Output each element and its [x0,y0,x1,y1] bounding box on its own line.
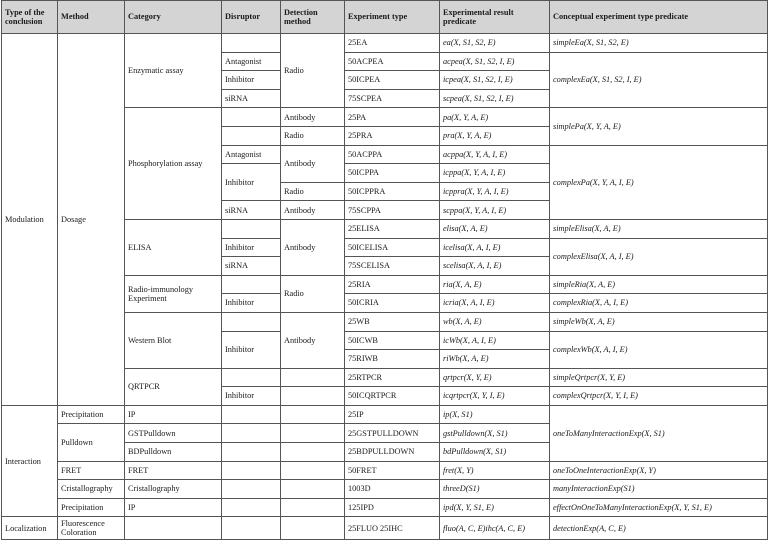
disruptor-cell [222,461,281,480]
disruptor-cell [222,219,281,238]
category-cell: GSTPulldown [125,424,222,443]
category-cell: Western Blot [125,312,222,368]
detection-cell: Radio [281,34,345,108]
disruptor-cell [222,480,281,499]
table-row [2,480,768,499]
category-cell: QRTPCR [125,368,222,405]
method-cell: Cristallography [58,480,125,499]
category-cell: Phosphorylation assay [125,108,222,220]
concept-cell: complexRia(X, A, I, E) [550,294,768,313]
method-cell: Fluorescence Coloration [58,517,125,540]
experiment-type-cell: 25RIA [345,275,440,294]
disruptor-cell: Antagonist [222,145,281,164]
header-row [2,1,768,34]
result-predicate-cell: icWb(X, A, I, E) [440,331,550,350]
table-row [2,498,768,517]
concept-cell: complexPa(X, Y, A, I, E) [550,145,768,219]
experiment-type-cell: 25IP [345,405,440,424]
method-cell: Precipitation [58,405,125,424]
disruptor-cell [222,517,281,540]
category-cell: IP [125,498,222,517]
disruptor-cell [222,126,281,145]
result-predicate-cell: pa(X, Y, A, E) [440,108,550,127]
category-cell: ELISA [125,219,222,275]
experiment-type-cell: 50ICRIA [345,294,440,313]
experiment-type-cell: 50ICPPRA [345,182,440,201]
result-predicate-cell: ipd(X, Y, S1, E) [440,498,550,517]
experiment-type-cell: 25WB [345,312,440,331]
experiment-type-cell: 50ICELISA [345,238,440,257]
disruptor-cell: Inhibitor [222,387,281,406]
conclusion-cell: Modulation [2,34,58,406]
experiment-type-cell: 25FLUO 25IHC [345,517,440,540]
result-predicate-cell: acppa(X, Y, A, I, E) [440,145,550,164]
disruptor-cell [222,34,281,53]
result-predicate-cell: threeD(S1) [440,480,550,499]
experiment-type-cell: 50ICWB [345,331,440,350]
category-cell: Cristallography [125,480,222,499]
header-disruptor: Disruptor [222,1,281,34]
conclusion-cell: Interaction [2,405,58,517]
detection-cell [281,387,345,406]
detection-cell: Antibody [281,201,345,220]
experiment-type-table [1,0,768,540]
experiment-type-cell: 50ICPPA [345,164,440,183]
detection-cell [281,368,345,387]
disruptor-cell [222,108,281,127]
disruptor-cell [222,424,281,443]
concept-cell: simplePa(X, Y, A, E) [550,108,768,145]
concept-cell: simpleWb(X, A, E) [550,312,768,331]
result-predicate-cell: icelisa(X, A, I, E) [440,238,550,257]
detection-cell [281,424,345,443]
header-detection-method: Detection method [281,1,345,34]
header-experiment-type: Experiment type [345,1,440,34]
disruptor-cell [222,275,281,294]
header-experimental-result-predicate: Experimental result predicate [440,1,550,34]
detection-cell [281,461,345,480]
experiment-type-cell: 50ICPEA [345,71,440,90]
result-predicate-cell: icqrtpcr(X, Y, I, E) [440,387,550,406]
header-conclusion-type: Type of the conclusion [2,1,58,34]
header-category: Category [125,1,222,34]
experiment-type-cell: 1003D [345,480,440,499]
result-predicate-cell: icria(X, A, I, E) [440,294,550,313]
category-cell: BDPulldown [125,443,222,462]
header-method: Method [58,1,125,34]
detection-cell: Antibody [281,108,345,127]
method-cell: Precipitation [58,498,125,517]
result-predicate-cell: icpea(X, S1, S2, I, E) [440,71,550,90]
experiment-type-cell: 50ICQRTPCR [345,387,440,406]
concept-cell: oneToOneInteractionExp(X, Y) [550,461,768,480]
result-predicate-cell: scppa(X, Y, A, I, E) [440,201,550,220]
concept-cell: simpleElisa(X, A, E) [550,219,768,238]
table-row [2,461,768,480]
experiment-type-cell: 75RIWB [345,350,440,369]
result-predicate-cell: fluo(A, C, E)ihc(A, C, E) [440,517,550,540]
result-predicate-cell: scpea(X, S1, S2, I, E) [440,89,550,108]
detection-cell: Radio [281,126,345,145]
result-predicate-cell: icppa(X, Y, A, I, E) [440,164,550,183]
detection-cell [281,480,345,499]
result-predicate-cell: ria(X, A, E) [440,275,550,294]
disruptor-cell: Inhibitor [222,238,281,257]
table-row [2,34,768,53]
result-predicate-cell: pra(X, Y, A, E) [440,126,550,145]
method-cell: FRET [58,461,125,480]
result-predicate-cell: fret(X, Y) [440,461,550,480]
disruptor-cell [222,443,281,462]
result-predicate-cell: acpea(X, S1, S2, I, E) [440,52,550,71]
concept-cell: manyInteractionExp(S1) [550,480,768,499]
disruptor-cell [222,368,281,387]
table-row [2,517,768,540]
result-predicate-cell: wb(X, A, E) [440,312,550,331]
disruptor-cell: Inhibitor [222,294,281,313]
result-predicate-cell: icppra(X, Y, A, I, E) [440,182,550,201]
disruptor-cell [222,312,281,331]
experiment-type-cell: 25RTPCR [345,368,440,387]
disruptor-cell [222,405,281,424]
method-cell: Pulldown [58,424,125,461]
experiment-type-cell: 25GSTPULLDOWN [345,424,440,443]
concept-cell: complexEa(X, S1, S2, I, E) [550,52,768,108]
result-predicate-cell: qrtpcr(X, Y, E) [440,368,550,387]
detection-cell [281,405,345,424]
disruptor-cell [222,498,281,517]
experiment-type-cell: 25BDPULLDOWN [345,443,440,462]
detection-cell: Antibody [281,312,345,368]
concept-cell: detectionExp(A, C, E) [550,517,768,540]
table-row [2,405,768,424]
disruptor-cell: Inhibitor [222,331,281,368]
concept-cell: simpleQrtpcr(X, Y, E) [550,368,768,387]
concept-cell: complexWb(X, A, I, E) [550,331,768,368]
detection-cell: Antibody [281,219,345,275]
category-cell [125,517,222,540]
experiment-type-cell: 25PA [345,108,440,127]
category-cell: Enzymatic assay [125,34,222,108]
detection-cell: Radio [281,275,345,312]
result-predicate-cell: bdPulldown(X, S1) [440,443,550,462]
disruptor-cell: siRNA [222,89,281,108]
concept-cell: simpleRia(X, A, E) [550,275,768,294]
experiment-type-cell: 75SCPPA [345,201,440,220]
result-predicate-cell: ip(X, S1) [440,405,550,424]
detection-cell: Antibody [281,145,345,182]
experiment-type-cell: 25PRA [345,126,440,145]
detection-cell [281,498,345,517]
experiment-type-cell: 75SCELISA [345,257,440,276]
disruptor-cell: Antagonist [222,52,281,71]
concept-cell: complexQrtpcr(X, Y, I, E) [550,387,768,406]
experiment-type-cell: 25ELISA [345,219,440,238]
experiment-type-cell: 50ACPPA [345,145,440,164]
result-predicate-cell: riWb(X, A, E) [440,350,550,369]
result-predicate-cell: gstPulldown(X, S1) [440,424,550,443]
experiment-type-cell: 50FRET [345,461,440,480]
disruptor-cell: Inhibitor [222,71,281,90]
category-cell: FRET [125,461,222,480]
result-predicate-cell: elisa(X, A, E) [440,219,550,238]
disruptor-cell: Inhibitor [222,164,281,201]
detection-cell [281,517,345,540]
experiment-type-cell: 75SCPEA [345,89,440,108]
result-predicate-cell: scelisa(X, A, I, E) [440,257,550,276]
experiment-type-cell: 125IPD [345,498,440,517]
concept-cell: simpleEa(X, S1, S2, E) [550,34,768,53]
experiment-type-cell: 25EA [345,34,440,53]
detection-cell: Radio [281,182,345,201]
concept-cell: oneToManyInteractionExp(X, S1) [550,405,768,461]
conclusion-cell: Localization [2,517,58,540]
disruptor-cell: siRNA [222,257,281,276]
category-cell: Radio-immunology Experiment [125,275,222,312]
disruptor-cell: siRNA [222,201,281,220]
category-cell: IP [125,405,222,424]
concept-cell: complexElisa(X, A, I, E) [550,238,768,275]
method-cell: Dosage [58,34,125,406]
header-conceptual-predicate: Conceptual experiment type predicate [550,1,768,34]
experiment-type-cell: 50ACPEA [345,52,440,71]
detection-cell [281,443,345,462]
concept-cell: effectOnOneToManyInteractionExp(X, Y, S1, E) [550,498,768,517]
result-predicate-cell: ea(X, S1, S2, E) [440,34,550,53]
